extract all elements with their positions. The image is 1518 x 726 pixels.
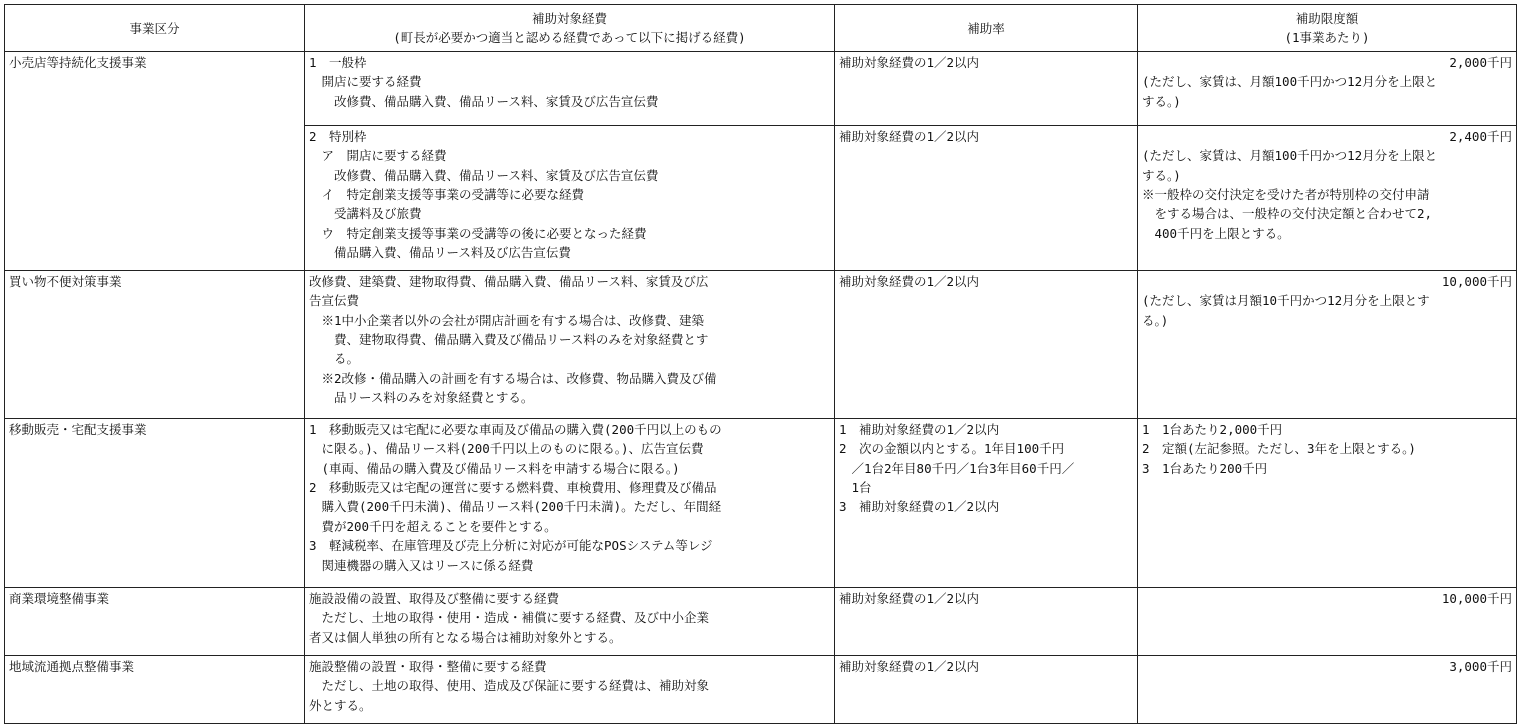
- limit-cell: [1138, 418, 1517, 587]
- category-cell: 商業環境整備事業: [5, 587, 305, 655]
- rate-cell: 補助対象経費の1／2以内: [835, 270, 1138, 418]
- text-line: ※一般枠の交付決定を受けた者が特別枠の交付申請: [1142, 187, 1430, 203]
- text-line: する。): [1142, 167, 1181, 183]
- limit-notes: [1142, 146, 1512, 243]
- limit-cell: [1138, 270, 1517, 418]
- limit-cell: [1138, 125, 1517, 270]
- text-line: 1 1台あたり2,000千円: [1142, 421, 1283, 437]
- text-line: 改修費、建築費、建物取得費、備品購入費、備品リース料、家賃及び広: [309, 273, 709, 289]
- text-line: (ただし、家賃は月額10千円かつ12月分を上限とす: [1142, 293, 1430, 309]
- limit-notes: [1142, 291, 1512, 330]
- limit-amount: 2,000千円: [1449, 54, 1512, 70]
- text-line: 施設整備の設置・取得・整備に要する経費: [309, 658, 547, 674]
- text-line: 3 1台あたり200千円: [1142, 460, 1268, 476]
- text-line: ア 開店に要する経費: [309, 148, 447, 164]
- text-line: 告宣伝費: [309, 293, 360, 309]
- text-line: 1台: [839, 480, 872, 496]
- limit-amount: 3,000千円: [1449, 658, 1512, 674]
- text-line: 2 移動販売又は宅配の運営に要する燃料費、車検費用、修理費及び備品: [309, 480, 717, 496]
- text-line: 400千円を上限とする。: [1142, 225, 1290, 241]
- text-line: 備品購入費、備品リース料及び広告宣伝費: [309, 245, 571, 261]
- rate-cell: 補助対象経費の1／2以内: [835, 587, 1138, 655]
- text-line: 品リース料のみを対象経費とする。: [309, 390, 534, 406]
- table-row-logistics: [5, 655, 1517, 723]
- text-line: る。): [1142, 312, 1169, 328]
- text-line: 改修費、備品購入費、備品リース料、家賃及び広告宣伝費: [309, 167, 659, 183]
- rate-cell: [835, 418, 1138, 587]
- table-row-shopping: [5, 270, 1517, 418]
- limit-notes: [1142, 72, 1512, 111]
- header-limit: 補助限度額 (1事業あたり): [1138, 5, 1517, 52]
- rate-cell: 補助対象経費の1／2以内: [835, 655, 1138, 723]
- table-row-shop-general: [5, 51, 1517, 125]
- text-line: 1 移動販売又は宅配に必要な車両及び備品の購入費(200千円以上のもの: [309, 421, 722, 437]
- text-line: 2 特別枠: [309, 128, 367, 144]
- limit-cell: [1138, 587, 1517, 655]
- text-line: をする場合は、一般枠の交付決定額と合わせて2,: [1142, 206, 1433, 222]
- text-line: 関連機器の購入又はリースに係る経費: [309, 557, 534, 573]
- limit-amount: 2,400千円: [1449, 128, 1512, 144]
- text-line: ただし、土地の取得・使用・造成・補償に要する経費、及び中小企業: [309, 610, 710, 626]
- text-line: (ただし、家賃は、月額100千円かつ12月分を上限と: [1142, 74, 1438, 90]
- header-category: 事業区分: [5, 5, 305, 52]
- text-line: 施設設備の設置、取得及び整備に要する経費: [309, 590, 560, 606]
- text-line: 外とする。: [309, 697, 372, 713]
- text-line: ウ 特定創業支援等事業の受講等の後に必要となった経費: [309, 225, 647, 241]
- rate-cell: 補助対象経費の1／2以内: [835, 51, 1138, 125]
- text-line: 1 一般枠: [309, 54, 367, 70]
- text-line: 購入費(200千円未満)、備品リース料(200千円未満)。ただし、年間経: [309, 499, 722, 515]
- text-line: 1 補助対象経費の1／2以内: [839, 421, 1000, 437]
- text-line: 3 補助対象経費の1／2以内: [839, 499, 1000, 515]
- text-line: 改修費、備品購入費、備品リース料、家賃及び広告宣伝費: [309, 93, 659, 109]
- text-line: 受講料及び旅費: [309, 206, 422, 222]
- category-cell: 移動販売・宅配支援事業: [5, 418, 305, 587]
- subsidy-table: [4, 4, 1517, 724]
- text-line: 2 次の金額以内とする。1年目100千円: [839, 441, 1065, 457]
- expense-cell: [305, 51, 835, 125]
- table-row-mobile: [5, 418, 1517, 587]
- text-line: ／1台2年目80千円／1台3年目60千円／: [839, 460, 1075, 476]
- rate-cell: 補助対象経費の1／2以内: [835, 125, 1138, 270]
- limit-amount: 10,000千円: [1441, 273, 1512, 289]
- text-line: 費が200千円を超えることを要件とする。: [309, 518, 557, 534]
- category-cell: 小売店等持続化支援事業: [5, 51, 305, 270]
- text-line: イ 特定創業支援等事業の受講等に必要な経費: [309, 187, 585, 203]
- expense-cell: [305, 587, 835, 655]
- category-cell: 買い物不便対策事業: [5, 270, 305, 418]
- text-line: する。): [1142, 93, 1181, 109]
- category-cell: 地域流通拠点整備事業: [5, 655, 305, 723]
- text-line: ※1中小企業者以外の会社が開店計画を有する場合は、改修費、建築: [309, 312, 705, 328]
- expense-cell: [305, 655, 835, 723]
- header-row: [5, 5, 1517, 52]
- expense-cell: [305, 270, 835, 418]
- text-line: 2 定額(左記参照。ただし、3年を上限とする。): [1142, 441, 1416, 457]
- text-line: 費、建物取得費、備品購入費及び備品リース料のみを対象経費とす: [309, 332, 709, 348]
- text-line: る。: [309, 351, 360, 367]
- expense-cell: [305, 125, 835, 270]
- text-line: ※2改修・備品購入の計画を有する場合は、改修費、物品購入費及び備: [309, 370, 717, 386]
- expense-cell: [305, 418, 835, 587]
- header-expense: 補助対象経費 (町長が必要かつ適当と認める経費であって以下に掲げる経費): [305, 5, 835, 52]
- text-line: に限る。)、備品リース料(200千円以上のものに限る。)、広告宣伝費: [309, 441, 704, 457]
- text-line: (ただし、家賃は、月額100千円かつ12月分を上限と: [1142, 148, 1438, 164]
- text-line: 3 軽減税率、在庫管理及び売上分析に対応が可能なPOSシステム等レジ: [309, 538, 713, 554]
- text-line: 開店に要する経費: [309, 74, 422, 90]
- text-line: (車両、備品の購入費及び備品リース料を申請する場合に限る。): [309, 460, 680, 476]
- limit-amount: 10,000千円: [1441, 590, 1512, 606]
- header-rate: 補助率: [835, 5, 1138, 52]
- limit-cell: [1138, 51, 1517, 125]
- text-line: 者又は個人単独の所有となる場合は補助対象外とする。: [309, 629, 622, 645]
- limit-cell: [1138, 655, 1517, 723]
- table-row-commerce: [5, 587, 1517, 655]
- text-line: ただし、土地の取得、使用、造成及び保証に要する経費は、補助対象: [309, 678, 710, 694]
